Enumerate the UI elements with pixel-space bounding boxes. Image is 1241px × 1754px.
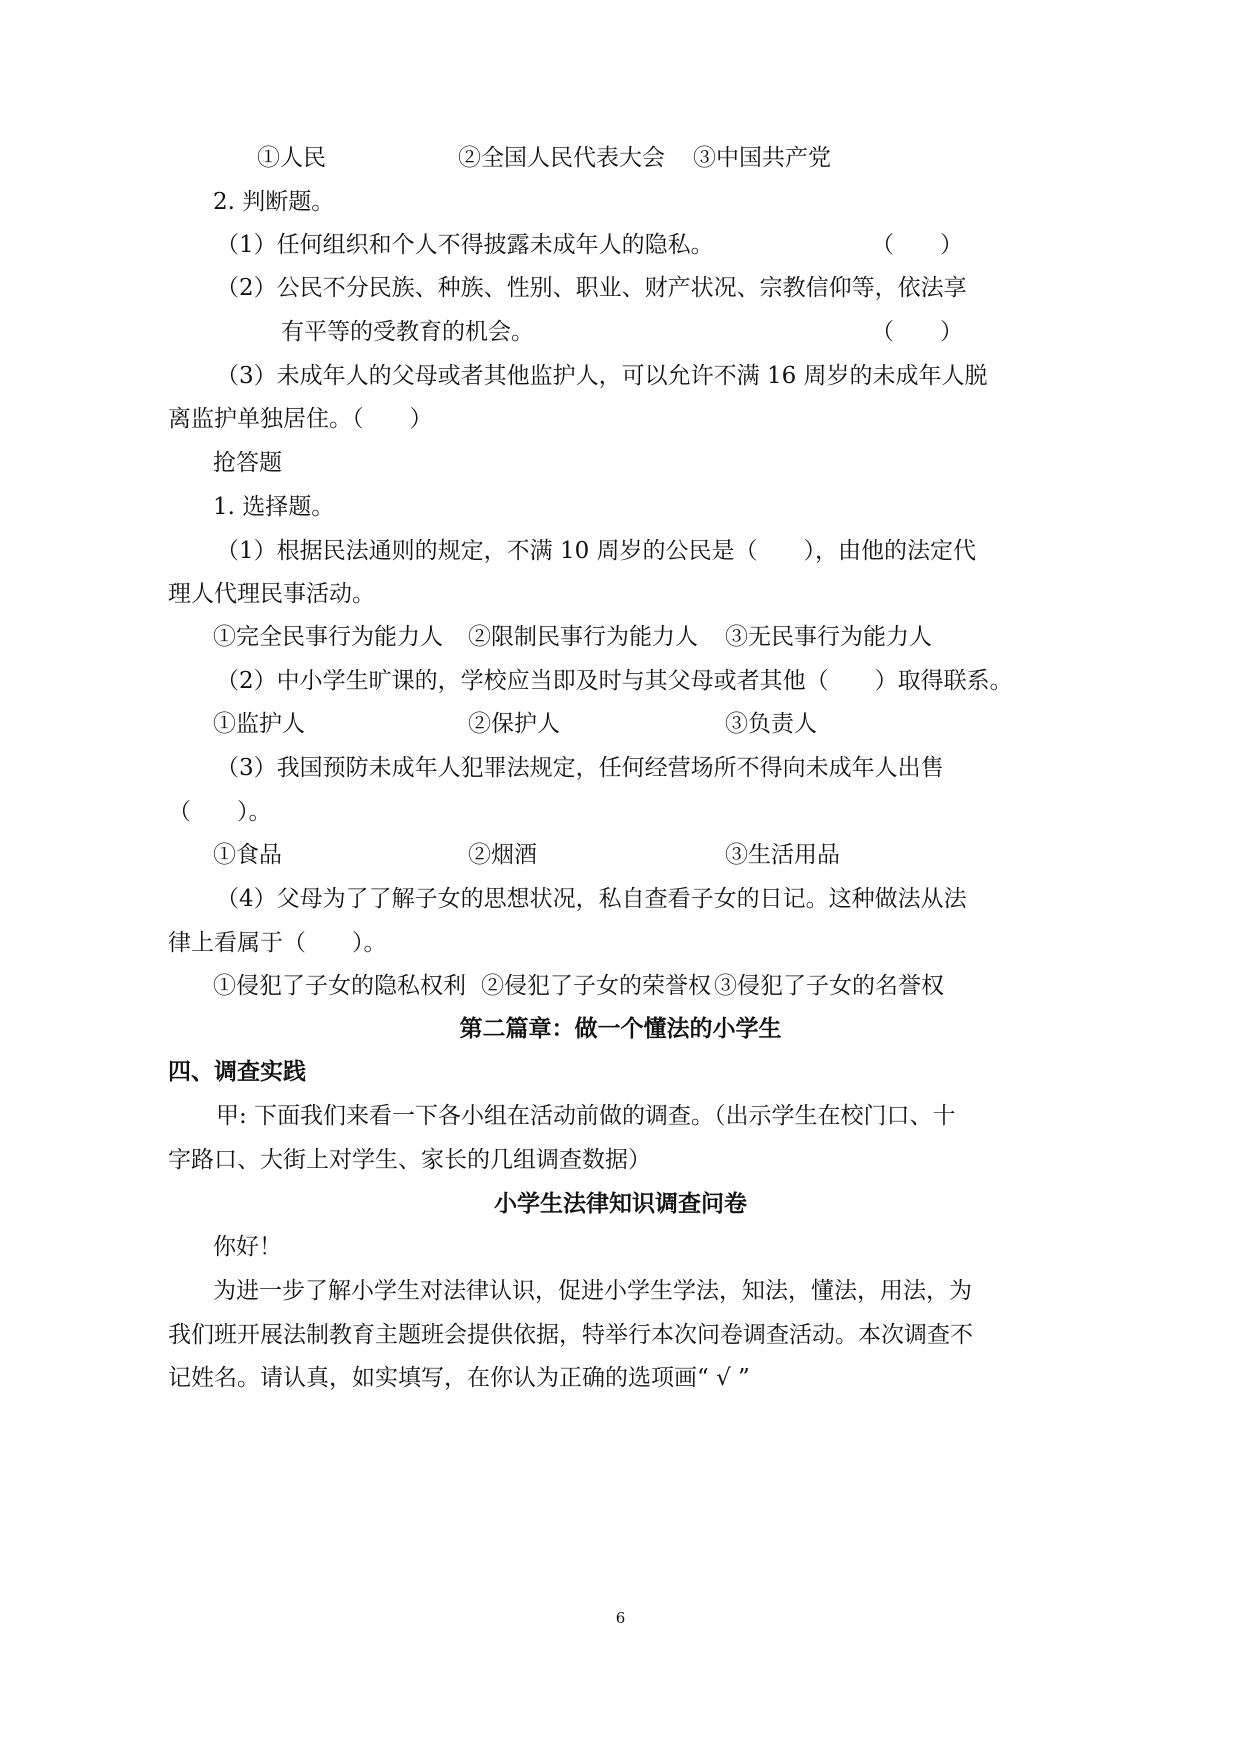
option-text: ②全国人民代表大会 [458, 145, 665, 171]
question-text: 律上看属于（ ）。 [168, 930, 387, 956]
question-text: 离监护单独居住。（ ） [168, 406, 433, 432]
greeting: 你好！ [213, 1234, 282, 1260]
option-text: ①侵犯了子女的隐私权利 [213, 973, 466, 999]
option-text: ②烟酒 [468, 842, 537, 868]
question-text: 有平等的受教育的机会。 [281, 319, 534, 345]
option-text: ③中国共产党 [693, 145, 831, 171]
chapter-title: 第二篇章：做一个懂法的小学生 [459, 1016, 782, 1042]
option-text: ③生活用品 [725, 842, 840, 868]
section-heading: 抢答题 [213, 450, 282, 476]
question-text: （3）未成年人的父母或者其他监护人，可以允许不满 16 周岁的未成年人脱 [216, 363, 988, 389]
section-title: 四、调查实践 [168, 1059, 306, 1085]
answer-blank: （ ） [871, 232, 963, 258]
question-text: 理人代理民事活动。 [168, 581, 375, 607]
survey-title: 小学生法律知识调查问卷 [494, 1191, 747, 1217]
body-text: 为进一步了解小学生对法律认识，促进小学生学法，知法，懂法，用法，为 [213, 1278, 972, 1304]
question-text: （2）公民不分民族、种族、性别、职业、财产状况、宗教信仰等，依法享 [216, 275, 967, 301]
body-text: 记姓名。请认真，如实填写，在你认为正确的选项画“ √ ” [168, 1365, 750, 1391]
answer-blank: （ ） [871, 319, 963, 345]
option-text: ①食品 [213, 842, 282, 868]
question-heading: 2. 判断题。 [213, 189, 335, 215]
option-text: ①监护人 [213, 711, 305, 737]
body-text: 我们班开展法制教育主题班会提供依据，特举行本次问卷调查活动。本次调查不 [168, 1322, 973, 1348]
option-text: ①人民 [257, 145, 326, 171]
question-text: （3）我国预防未成年人犯罪法规定，任何经营场所不得向未成年人出售 [216, 755, 944, 781]
question-heading: 1. 选择题。 [213, 494, 335, 520]
option-text: ①完全民事行为能力人 [213, 624, 443, 650]
page-number: 6 [615, 1609, 626, 1627]
option-text: ②保护人 [468, 711, 560, 737]
question-text: （1）任何组织和个人不得披露未成年人的隐私。 [216, 232, 714, 258]
question-text: （4）父母为了了解子女的思想状况，私自查看子女的日记。这种做法从法 [216, 886, 967, 912]
option-text: ③负责人 [725, 711, 817, 737]
question-text: （1）根据民法通则的规定，不满 10 周岁的公民是（ ），由他的法定代 [216, 538, 977, 564]
body-text: 甲: 下面我们来看一下各小组在活动前做的调查。（出示学生在校门口、十 [216, 1103, 956, 1129]
option-text: ②限制民事行为能力人 [468, 624, 698, 650]
option-text: ③侵犯了子女的名誉权 [714, 973, 944, 999]
option-text: ③无民事行为能力人 [725, 624, 932, 650]
option-text: ②侵犯了子女的荣誉权 [481, 973, 711, 999]
question-text: （2）中小学生旷课的，学校应当即及时与其父母或者其他（ ）取得联系。 [216, 668, 1013, 694]
question-text: （ ）。 [168, 799, 272, 825]
body-text: 字路口、大街上对学生、家长的几组调查数据） [168, 1147, 651, 1173]
